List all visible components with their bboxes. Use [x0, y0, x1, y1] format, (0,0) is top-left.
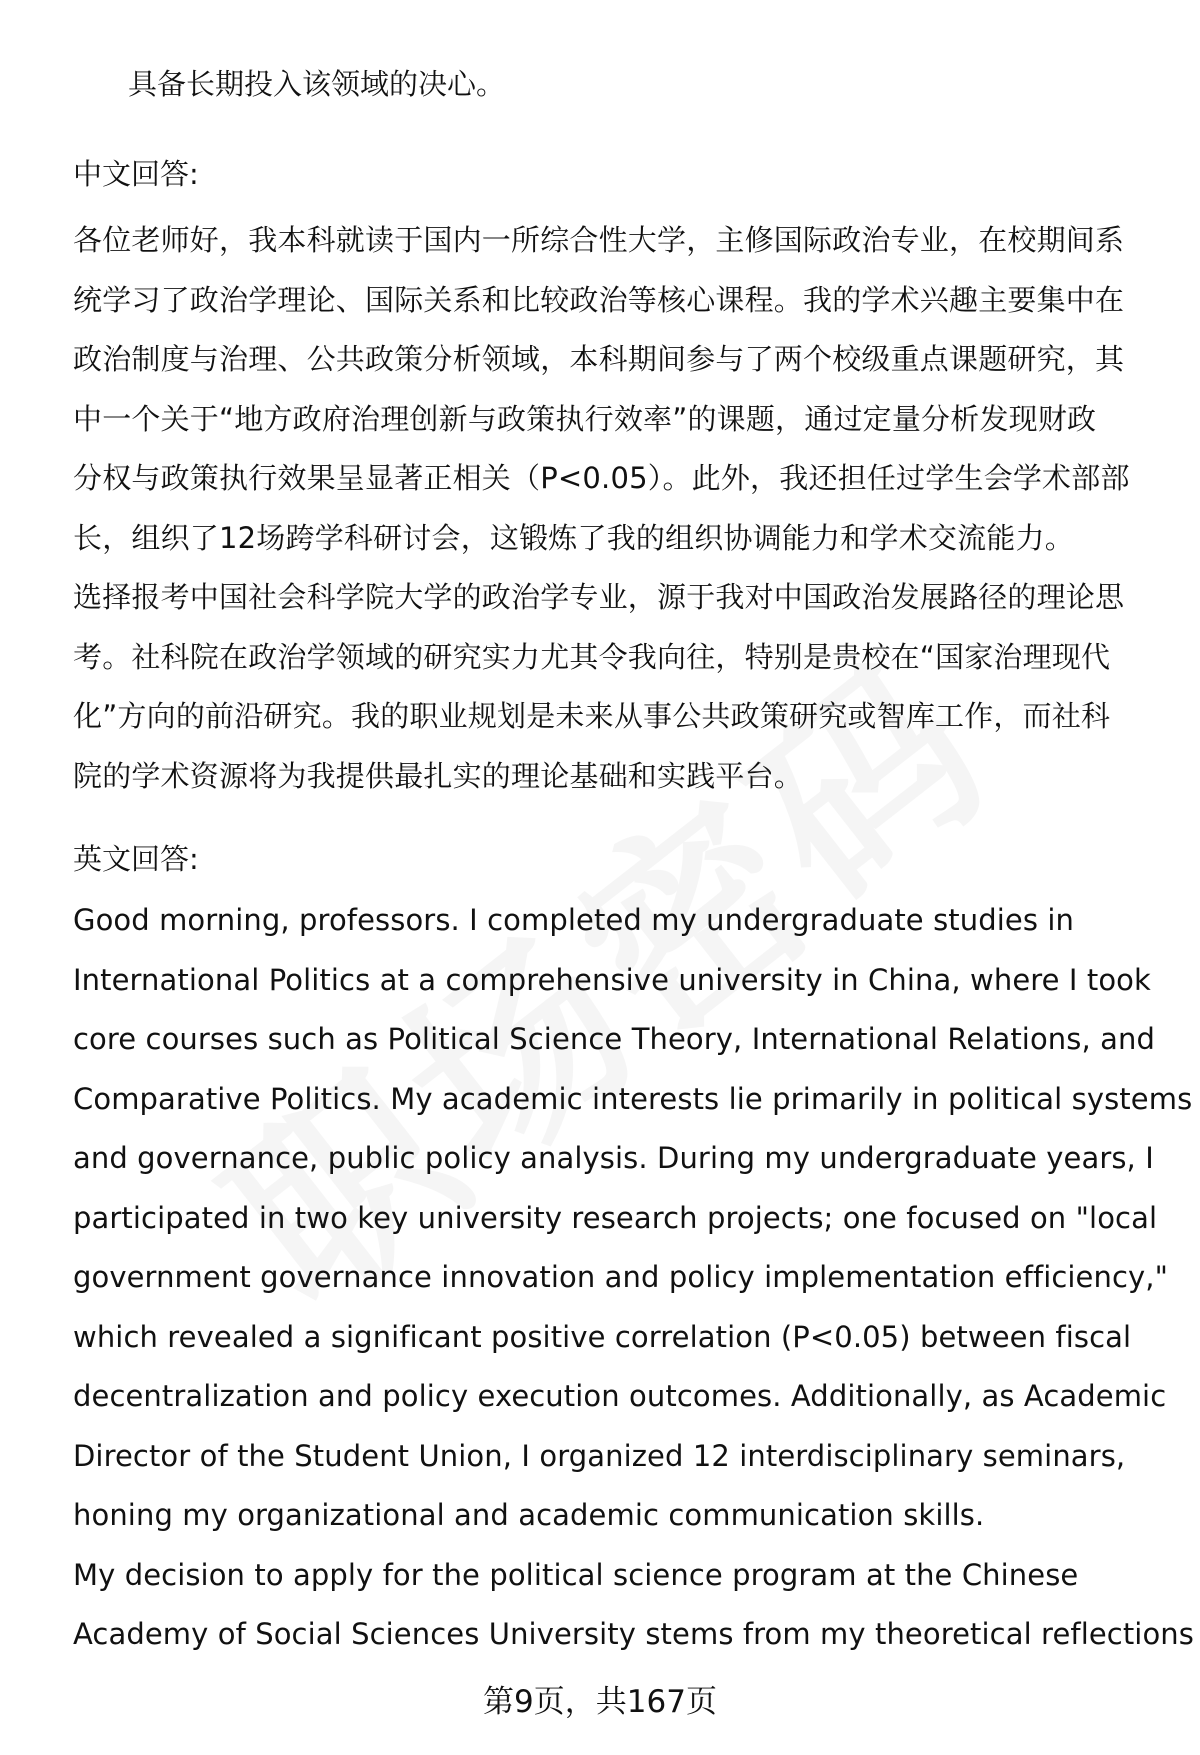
intro-line: 具备长期投入该领域的决心。 — [128, 67, 506, 101]
chinese-line: 统学习了政治学理论、国际关系和比较政治等核心课程。我的学术兴趣主要集中在 — [73, 282, 1125, 317]
english-line: Comparative Politics. My academic interests lie primarily in political systems — [73, 1081, 1193, 1116]
english-line: Academy of Social Sciences University stems from my theoretical reflections — [73, 1617, 1194, 1651]
english-line: Good morning, professors. I completed my undergraduate studies in — [73, 903, 1074, 937]
english-line: My decision to apply for the political science program at the Chinese — [73, 1557, 1079, 1592]
english-answer-heading: 英文回答: — [73, 842, 199, 876]
english-line: and governance, public policy analysis. During my undergraduate years, I — [73, 1141, 1154, 1175]
english-line: Director of the Student Union, I organized 12 interdisciplinary seminars, — [73, 1438, 1126, 1473]
chinese-line: 选择报考中国社会科学院大学的政治学专业，源于我对中国政治发展路径的理论思 — [73, 580, 1125, 614]
english-answer-body — [73, 891, 1194, 1665]
chinese-line: 考。社科院在政治学领域的研究实力尤其令我向往，特别是贵校在“国家治理现代 — [73, 639, 1111, 674]
chinese-answer-heading: 中文回答: — [73, 157, 199, 191]
chinese-line: 化”方向的前沿研究。我的职业规划是未来从事公共政策研究或智库工作，而社科 — [73, 699, 1111, 733]
english-line: decentralization and policy execution outcomes. Additionally, as Academic — [73, 1379, 1167, 1413]
english-line: government governance innovation and policy implementation efficiency," — [73, 1260, 1169, 1294]
english-line: honing my organizational and academic communication skills. — [73, 1498, 985, 1532]
chinese-line: 院的学术资源将为我提供最扎实的理论基础和实践平台。 — [73, 758, 804, 793]
english-line: which revealed a significant positive correlation (P<0.05) between fiscal — [73, 1319, 1132, 1354]
chinese-line: 政治制度与治理、公共政策分析领域，本科期间参与了两个校级重点课题研究，其 — [73, 342, 1125, 376]
english-line: participated in two key university research projects; one focused on "local — [73, 1200, 1158, 1235]
english-line: core courses such as Political Science Theory, International Relations, and — [73, 1022, 1155, 1056]
chinese-line: 长，组织了12场跨学科研讨会，这锻炼了我的组织协调能力和学术交流能力。 — [73, 520, 1074, 555]
english-line: International Politics at a comprehensive university in China, where I took — [73, 962, 1151, 997]
chinese-line: 各位老师好，我本科就读于国内一所综合性大学，主修国际政治专业，在校期间系 — [73, 223, 1125, 257]
chinese-line: 中一个关于“地方政府治理创新与政策执行效率”的课题，通过定量分析发现财政 — [73, 401, 1097, 436]
chinese-line: 分权与政策执行效果呈显著正相关（P<0.05）。此外，我还担任过学生会学术部部 — [73, 461, 1130, 495]
page-number: 第9页，共167页 — [483, 1684, 717, 1720]
chinese-answer-body — [73, 211, 1168, 806]
